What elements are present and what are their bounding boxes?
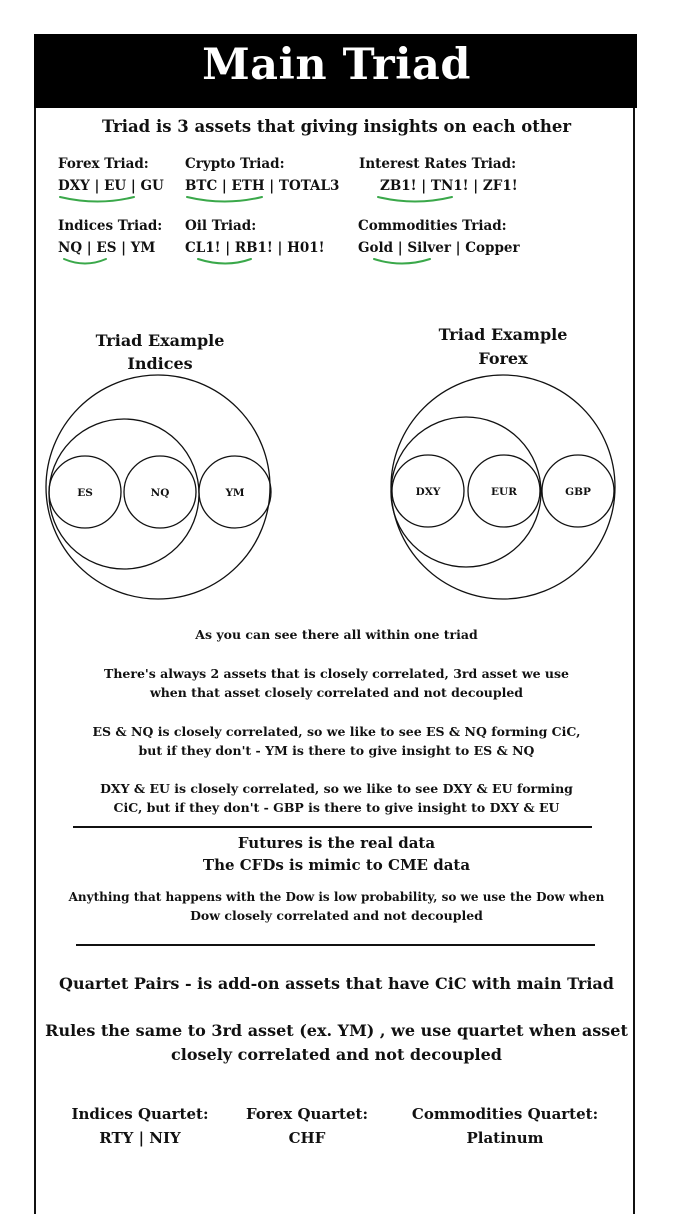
triad-assets-oil: CL1! | RB1! | H01! <box>185 240 325 256</box>
underline-btc-eth <box>187 197 262 202</box>
triad-label-indices: Indices Triad: <box>58 218 163 234</box>
circle-label-gbp: GBP <box>565 486 591 498</box>
triad-assets-commodities: Gold | Silver | Copper <box>358 240 520 256</box>
page-title: Main Triad <box>202 40 471 90</box>
triad-label-rates: Interest Rates Triad: <box>359 156 517 172</box>
circle-label-eur: EUR <box>491 486 517 498</box>
triad-assets-forex: DXY | EU | GU <box>58 178 164 194</box>
underline-cl1-rb1 <box>198 259 251 264</box>
example-forex-title: Triad Example <box>438 325 568 344</box>
note-dxy-1: DXY & EU is closely correlated, so we like to see DXY & EU forming <box>100 781 573 796</box>
example-indices-title: Triad Example <box>95 331 225 350</box>
note-within: As you can see there all within one triad <box>195 627 478 642</box>
quartet-label-commodities: Commodities Quartet: <box>411 1105 599 1123</box>
circle-label-nq: NQ <box>150 487 170 499</box>
triad-assets-rates: ZB1! | TN1! | ZF1! <box>380 178 518 194</box>
underline-nq-es <box>64 259 106 264</box>
quartet-rules-1: Rules the same to 3rd asset (ex. YM) , we use quartet when asset <box>45 1021 628 1040</box>
forex-inner-circle <box>391 417 541 567</box>
triad-assets-crypto: BTC | ETH | TOTAL3 <box>185 178 340 194</box>
note-corr-1: There's always 2 assets that is closely correlated, 3rd asset we use <box>104 666 569 681</box>
example-indices-subtitle: Indices <box>127 354 193 373</box>
underline-tn1 <box>378 197 452 202</box>
circle-label-dxy: DXY <box>415 486 441 498</box>
triad-assets-indices: NQ | ES | YM <box>58 240 156 256</box>
quartet-assets-commodities: Platinum <box>466 1129 544 1147</box>
underline-gold-silver <box>374 259 430 264</box>
divider-2 <box>76 944 595 946</box>
triad-label-oil: Oil Triad: <box>185 218 257 234</box>
note-es-2: but if they don't - YM is there to give insight to ES & NQ <box>138 743 535 758</box>
quartet-assets-forex: CHF <box>288 1129 326 1147</box>
triad-label-forex: Forex Triad: <box>58 156 149 172</box>
dow-line-1: Anything that happens with the Dow is low probability, so we use the Dow when <box>68 890 605 904</box>
intro-text: Triad is 3 assets that giving insights on each other <box>101 117 572 136</box>
futures-line-2: The CFDs is mimic to CME data <box>202 856 471 874</box>
futures-line-1: Futures is the real data <box>237 834 436 852</box>
divider-1 <box>73 826 592 828</box>
note-corr-2: when that asset closely correlated and not decoupled <box>149 685 524 700</box>
quartet-label-indices: Indices Quartet: <box>71 1105 209 1123</box>
dow-line-2: Dow closely correlated and not decoupled <box>190 908 483 923</box>
triad-label-commodities: Commodities Triad: <box>358 218 507 234</box>
note-es-1: ES & NQ is closely correlated, so we like to see ES & NQ forming CiC, <box>92 724 581 739</box>
circle-label-ym: YM <box>225 487 245 499</box>
quartet-rules-2: closely correlated and not decoupled <box>171 1045 502 1064</box>
quartet-intro: Quartet Pairs - is add-on assets that have CiC with main Triad <box>59 974 614 993</box>
underline-dxy-eu <box>60 197 134 202</box>
quartet-label-forex: Forex Quartet: <box>246 1105 368 1123</box>
triad-label-crypto: Crypto Triad: <box>185 156 285 172</box>
example-forex-subtitle: Forex <box>478 349 528 368</box>
note-dxy-2: CiC, but if they don't - GBP is there to give insight to DXY & EU <box>113 800 560 815</box>
circle-label-es: ES <box>77 487 93 499</box>
quartet-assets-indices: RTY | NIY <box>99 1129 181 1147</box>
